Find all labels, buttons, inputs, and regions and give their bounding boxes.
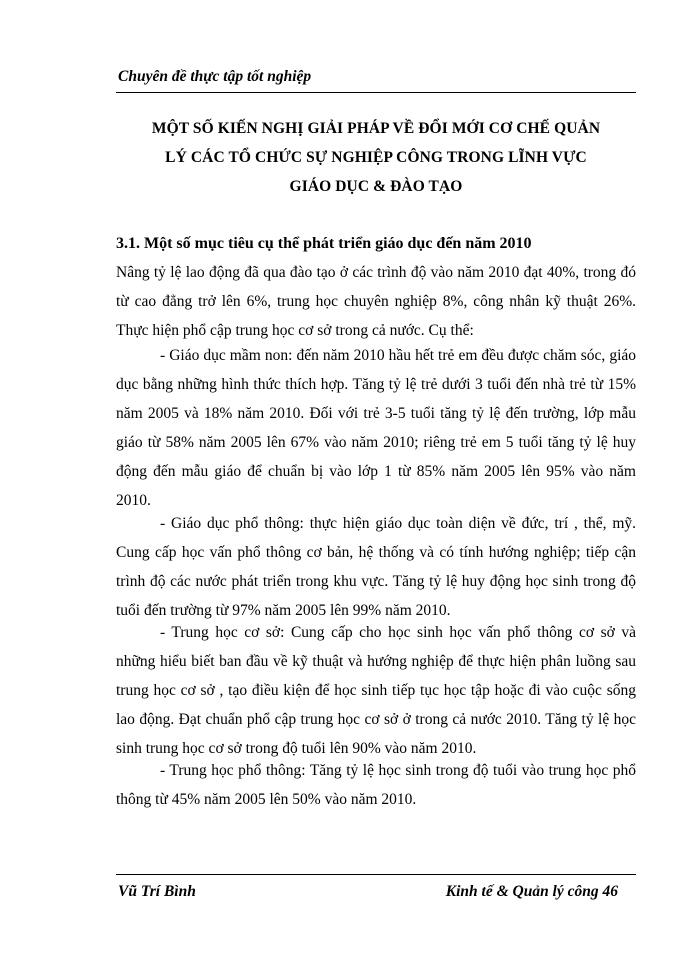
footer-author: Vũ Trí Bình xyxy=(118,883,196,900)
title-line-1: MỘT SỐ KIẾN NGHỊ GIẢI PHÁP VỀ ĐỔI MỚI CƠ CHẾ QUẢN xyxy=(151,120,601,137)
bullet-upper-secondary: - Trung học phổ thông: Tăng tỷ lệ học sinh trong độ tuổi vào trung học phổ thông từ 45% năm 2005 lên 50% vào năm 2010. xyxy=(116,762,636,808)
section-heading: 3.1. Một số mục tiêu cụ thể phát triển giáo dục đến năm 2010 xyxy=(116,235,532,252)
header-title: Chuyên đề thực tập tốt nghiệp xyxy=(118,68,312,85)
intro-paragraph: Nâng tỷ lệ lao động đã qua đào tạo ở các trình độ vào năm 2010 đạt 40%, trong đó từ cao đẳng trở lên 6%, trung học chuyên nghiệp 8%, công nhân kỹ thuật 26%. Thực hiện phổ cập trung học cơ sở trong cả nước. Cụ thể: xyxy=(116,264,636,339)
title-line-3: GIÁO DỤC & ĐÀO TẠO xyxy=(289,178,463,195)
bullet-preschool: - Giáo dục mầm non: đến năm 2010 hầu hết trẻ em đều được chăm sóc, giáo dục bằng những hình thức thích hợp. Tăng tỷ lệ trẻ dưới 3 tuổi đến nhà trẻ từ 15% năm 2005 và 18% năm 2010. Đối với trẻ 3-5 tuổi tăng tỷ lệ đến trường, lớp mẫu giáo từ 58% năm 2005 lên 67% vào năm 2010; riêng trẻ em 5 tuổi tăng tỷ lệ huy động đến mẫu giáo để chuẩn bị vào lớp 1 từ 85% năm 2005 lên 95% vào năm 2010. xyxy=(116,347,636,509)
page-footer xyxy=(116,874,636,905)
bullet-lower-secondary: - Trung học cơ sở: Cung cấp cho học sinh học vấn phổ thông cơ sở và những hiểu biết ban đầu về kỹ thuật và hướng nghiệp để thực hiện phân luồng sau trung học cơ sở , tạo điều kiện để học sinh tiếp tục học tập hoặc đi vào cuộc sống lao động. Đạt chuẩn phổ cập trung học cơ sở ở trong cả nước 2010. Tăng tỷ lệ học sinh trung học cơ sở trong độ tuổi lên 90% vào năm 2010. xyxy=(116,624,636,757)
page-header xyxy=(116,64,636,93)
title-line-2: LÝ CÁC TỔ CHỨC SỰ NGHIỆP CÔNG TRONG LĨNH VỰC xyxy=(165,149,587,166)
footer-course: Kinh tế & Quản lý công 46 xyxy=(445,883,618,900)
document-title xyxy=(116,114,636,201)
bullet-general-education: - Giáo dục phổ thông: thực hiện giáo dục toàn diện về đức, trí , thể, mỹ. Cung cấp học vấn phổ thông cơ bản, hệ thống và có tính hướng nghiệp; tiếp cận trình độ các nước phát triển trong khu vực. Tăng tỷ lệ huy động học sinh trong độ tuổi đến trường từ 97% năm 2005 lên 99% năm 2010. xyxy=(116,515,636,619)
